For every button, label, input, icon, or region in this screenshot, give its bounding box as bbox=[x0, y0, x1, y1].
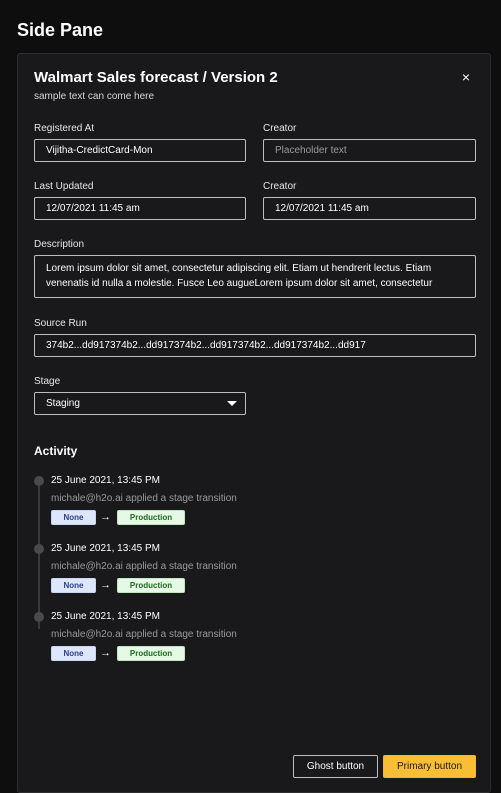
primary-button[interactable]: Primary button bbox=[383, 755, 476, 778]
creator-input-2[interactable]: 12/07/2021 11:45 am bbox=[263, 197, 476, 220]
timeline-dot bbox=[34, 612, 44, 622]
stage-badge-to: Production bbox=[117, 578, 185, 593]
activity-description: michale@h2o.ai applied a stage transition bbox=[51, 561, 237, 572]
last-updated-label: Last Updated bbox=[34, 181, 94, 192]
description-label: Description bbox=[34, 239, 85, 250]
stage-label: Stage bbox=[34, 376, 61, 387]
activity-time: 25 June 2021, 13:45 PM bbox=[51, 611, 160, 622]
creator-label: Creator bbox=[263, 123, 297, 134]
last-updated-input[interactable]: 12/07/2021 11:45 am bbox=[34, 197, 246, 220]
source-run-input[interactable]: 374b2...dd917374b2...dd917374b2...dd917374b2...dd917374b2...dd917 bbox=[34, 334, 476, 357]
arrow-right-icon: → bbox=[100, 511, 111, 523]
timeline-dot bbox=[34, 544, 44, 554]
close-icon[interactable]: × bbox=[461, 69, 471, 85]
description-textarea[interactable]: Lorem ipsum dolor sit amet, consectetur adipiscing elit. Etiam ut hendrerit lectus. Etiam venenatis id nulla a molestie. Fusce Leo augueLorem ipsum dolor sit amet, consectetur bbox=[34, 255, 476, 298]
creator-input[interactable]: Placeholder text bbox=[263, 139, 476, 162]
arrow-right-icon: → bbox=[100, 647, 111, 659]
timeline-dot bbox=[34, 476, 44, 486]
pane-subtitle: sample text can come here bbox=[34, 91, 155, 102]
activity-time: 25 June 2021, 13:45 PM bbox=[51, 475, 160, 486]
registered-at-label: Registered At bbox=[34, 123, 95, 134]
stage-select[interactable] bbox=[34, 392, 246, 415]
arrow-right-icon: → bbox=[100, 579, 111, 591]
timeline-line bbox=[38, 481, 40, 629]
activity-title: Activity bbox=[34, 444, 78, 458]
stage-badge-from: None bbox=[51, 578, 96, 593]
stage-badge-to: Production bbox=[117, 646, 185, 661]
chevron-down-icon bbox=[227, 401, 237, 406]
registered-at-input[interactable]: Vijitha-CredictCard-Mon bbox=[34, 139, 246, 162]
stage-badge-from: None bbox=[51, 646, 96, 661]
activity-description: michale@h2o.ai applied a stage transition bbox=[51, 493, 237, 504]
pane-title: Walmart Sales forecast / Version 2 bbox=[34, 69, 278, 86]
ghost-button[interactable]: Ghost button bbox=[293, 755, 378, 778]
activity-description: michale@h2o.ai applied a stage transition bbox=[51, 629, 237, 640]
creator-label-2: Creator bbox=[263, 181, 297, 192]
stage-badge-from: None bbox=[51, 510, 96, 525]
stage-badge-to: Production bbox=[117, 510, 185, 525]
activity-time: 25 June 2021, 13:45 PM bbox=[51, 543, 160, 554]
side-pane bbox=[17, 53, 491, 793]
stage-select-value: Staging bbox=[46, 398, 80, 409]
source-run-label: Source Run bbox=[34, 318, 87, 329]
page-title: Side Pane bbox=[17, 20, 104, 40]
